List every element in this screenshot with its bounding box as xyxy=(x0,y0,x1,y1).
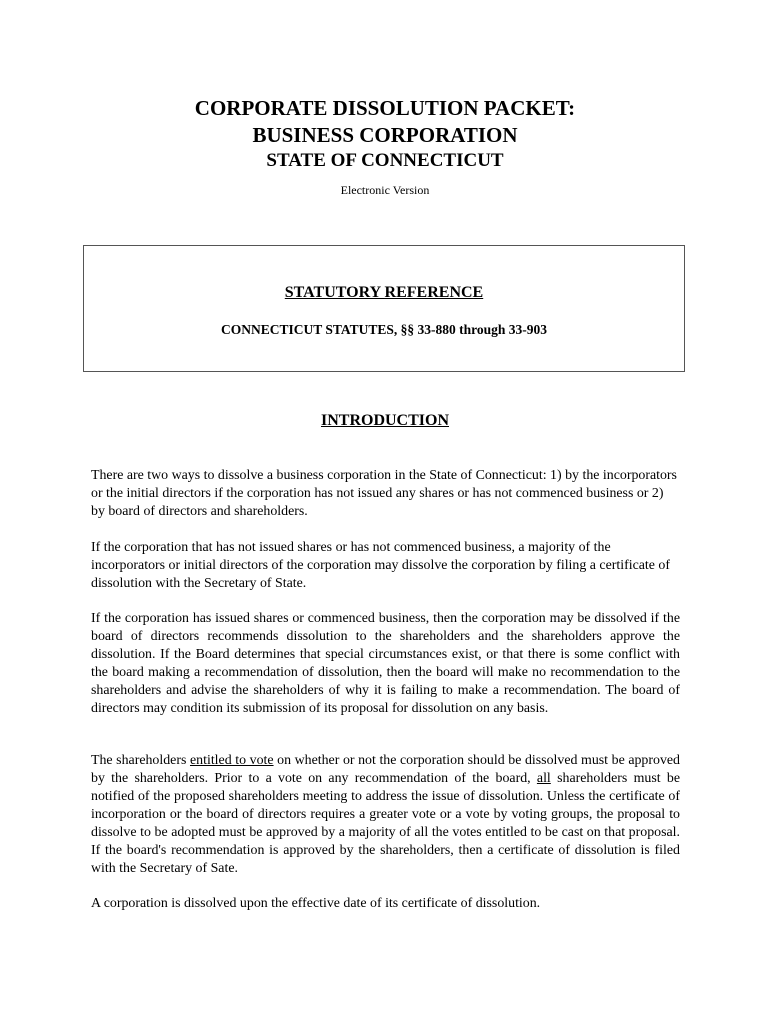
introduction-paragraph-4 xyxy=(91,752,680,878)
paragraph-4-text-part2: on whether or not the corporation should be dissolved must be approved by the shareholders. Prior to a vote on any recommendation of the board, xyxy=(91,753,681,786)
introduction-paragraph-5: A corporation is dissolved upon the effective date of its certificate of dissolution. xyxy=(91,896,541,911)
paragraph-4-text-part1: The shareholders xyxy=(91,753,190,768)
document-title-state: STATE OF CONNECTICUT xyxy=(266,150,504,171)
statutory-reference-heading: STATUTORY REFERENCE xyxy=(284,284,484,301)
paragraph-4-text-part3: shareholders must be notified of the proposed shareholders meeting to address the issue of dissolution. Unless the certificate of incorporation or the board of directors requires a greater vote or a vote by voting groups, the proposal to dissolve to be adopted must be approved by a majority of all the votes entitled to be cast on that proposal. If the board's recommendation is approved by the shareholders, then a certificate of dissolution is filed with the Secretary of Sate. xyxy=(91,771,680,876)
statutory-reference-statutes: CONNECTICUT STATUTES, §§ 33-880 through 33-903 xyxy=(220,322,548,337)
introduction-heading: INTRODUCTION xyxy=(320,412,449,429)
document-title-line1: CORPORATE DISSOLUTION PACKET: xyxy=(194,96,576,120)
document-subtitle: Electronic Version xyxy=(340,183,430,197)
all-underlined: all xyxy=(536,771,551,786)
document-title-line2: BUSINESS CORPORATION xyxy=(252,123,518,147)
introduction-paragraph-1: There are two ways to dissolve a business corporation in the State of Connecticut: 1) by the incorporators or the initial directors if the corporation has not issued any shares or has not commenced business or 2) by board of directors and shareholders. xyxy=(91,468,677,519)
statutory-reference-box xyxy=(83,245,685,372)
entitled-to-vote-underlined: entitled to vote xyxy=(189,753,274,768)
introduction-paragraph-3: If the corporation has issued shares or commenced business, then the corporation may be dissolved if the board of directors recommends dissolution to the shareholders and the shareholders approve the dissolution. If the Board determines that special circumstances exist, or that there is some conflict with the board making a recommendation of dissolution, then the board will make no recommendation to the shareholders and advise the shareholders of why it is failing to make a recommendation. The board of directors may condition its submission of its proposal for dissolution on any basis. xyxy=(91,611,680,716)
introduction-paragraph-2: If the corporation that has not issued shares or has not commenced business, a majority of the incorporators or initial directors of the corporation may dissolve the corporation by filing a certificate of dissolution with the Secretary of State. xyxy=(91,540,670,591)
